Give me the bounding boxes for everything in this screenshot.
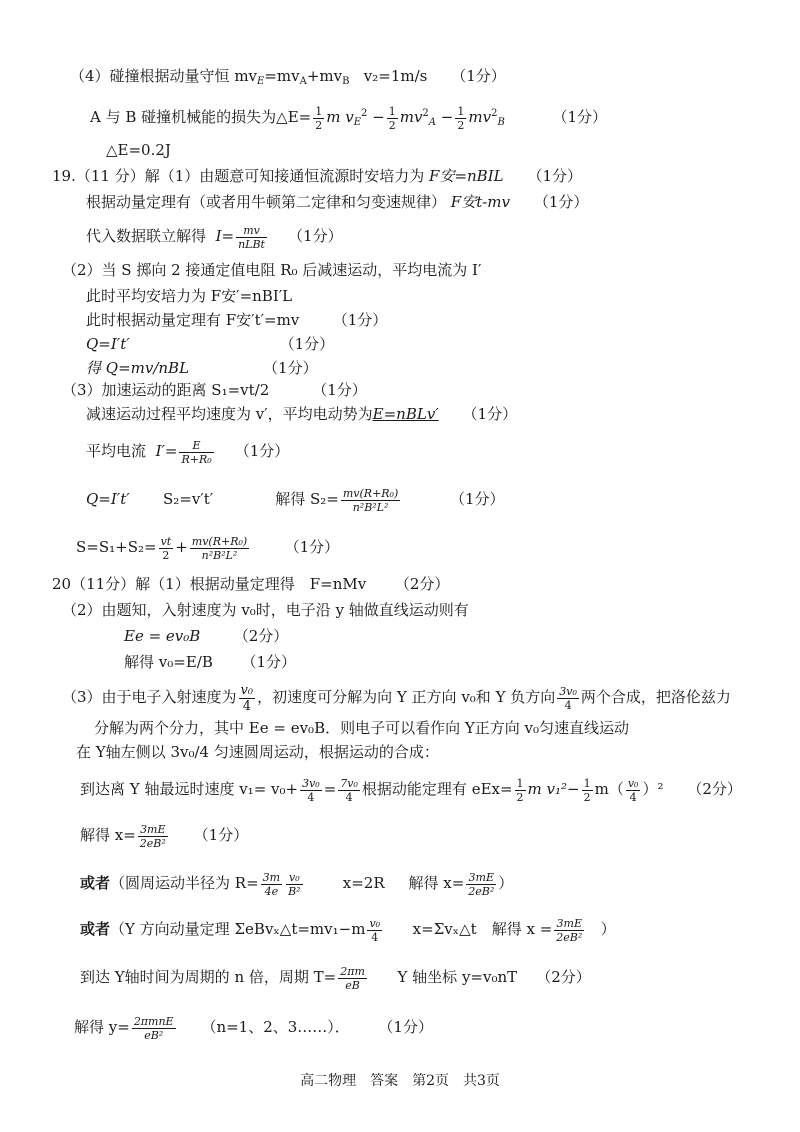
q20-circular-motion: 在 Y轴左侧以 3v₀/4 匀速圆周运动，根据运动的合成： [76,743,439,761]
q20-part2-intro: （2）由题知，入射速度为 v₀时，电子沿 y 轴做直线运动则有 [62,601,469,619]
page-footer: 高二物理 答案 第2页 共3页 [300,1073,500,1089]
q20-alt-momentum-method: 或者（Y 方向动量定理 ΣeBvₓ△t=mv₁−m $\frac{\text{v₀}}{4}$ x=Σvₓ△t 解得 x = $\frac{3mE}{\text{2eB²}}$ ） [80,916,616,944]
q19-heading: 19.（11 分）解（1）由题意可知接通恒流源时安培力为 F安=nBIL （1分） [52,167,582,185]
q20-period-line: 到达 Y轴时间为周期的 n 倍，周期 T= $\frac{2\pi m}{eB}$ Y 轴坐标 y=v₀nT （2分） [80,964,591,992]
q18-momentum-line: （4）碰撞根据动量守恒 $mv_E=mv_A+mv_B$ v₂=1m/s （1分） [70,67,506,87]
q19-avg-ampere-force: 此时平均安培力为 F安′=nBI′L [86,287,293,305]
q18-energy-loss-line: A 与 B 碰撞机械能的损失为△E= $\frac{1}{2}$ m $v_E^2$ − $\frac{1}{2}$ $mv^2_A$ − $\frac{1}{2}$ $mv^2_B$ （1分） [90,104,608,132]
q20-max-distance-velocity: 到达离 Y 轴最远时速度 v₁= v₀+ $\frac{\text{3v₀}}{4}$ = $\frac{\text{7v₀}}{4}$ 根据动能定理有 eEx= $\frac{1}{2}$ m v₁²− $\frac{1}{2}$ m（ $\frac{\text{v₀}}{4}$ ）² （2分） [80,776,742,804]
q20-v0-result: 解得 v₀=E/B （1分） [124,653,297,671]
q19-charge-result: 得 Q=mv/nBL （1分） [86,359,318,377]
q19-decel-distance: Q=I′t′ S₂=v′t′ 解得 S₂= $\frac{\text{mv(R+R₀)}}{\text{n²B²L²}}$ （1分） [86,486,505,514]
q19-avg-current: 平均电流 I′= $\frac{E}{\text{R+R₀}}$ （1分） [86,438,290,466]
q20-force-balance: Ee = ev₀B （2分） [124,627,289,645]
q19-avg-emf: 减速运动过程平均速度为 v′，平均电动势为E=nBLv′ （1分） [86,405,518,423]
q19-charge-eq: Q=I′t′ （1分） [86,335,335,353]
q19-current-solution: 代入数据联立解得 I= $\frac{mv}{\text{nLBt}}$ （1分） [86,223,343,251]
q19-momentum-decel: 此时根据动量定理有 F安′t′=mv （1分） [86,311,388,329]
q19-part3-accel-distance: （3）加速运动的距离 S₁=vt/2 （1分） [62,381,367,399]
q20-x-result: 解得 x= $\frac{3mE}{\text{2eB²}}$ （1分） [80,822,249,850]
q20-alt-radius-method: 或者（圆周运动半径为 R= $\frac{3m}{4e}$ $\frac{\text{v₀}}{\text{B²}}$ x=2R 解得 x= $\frac{3mE}{\text{2eB²}}$ ） [80,870,514,898]
q20-y-result: 解得 y= $\frac{\text{2πmnE}}{\text{eB²}}$ （n=1、2、3……）． （1分） [74,1014,433,1042]
q19-part2-intro: （2）当 S 掷向 2 接通定值电阻 R₀ 后减速运动，平均电流为 I′ [62,261,482,279]
q19-total-distance: S=S₁+S₂= $\frac{vt}{2}$ + $\frac{\text{mv(R+R₀)}}{\text{n²B²L²}}$ （1分） [76,534,340,562]
q20-part3-decomposition: （3）由于电子入射速度为 $\frac{\text{v₀}}{4}$ ，初速度可分解为向 Y 正方向 v₀和 Y 负方向 $\frac{\text{3v₀}}{4}$ 两个合成，把洛伦兹力 [62,682,731,714]
q20-force-split: 分解为两个分力，其中 Ee = ev₀B．则电子可以看作向 Y正方向 v₀匀速直线运动 [94,719,630,737]
q19-momentum-theorem: 根据动量定理有（或者用牛顿第二定律和匀变速规律） F安t-mv （1分） [86,193,589,211]
q20-heading: 20（11分）解（1）根据动量定理得 F=nMv （2分） [52,575,450,593]
q18-result: △E=0.2J [106,141,171,159]
